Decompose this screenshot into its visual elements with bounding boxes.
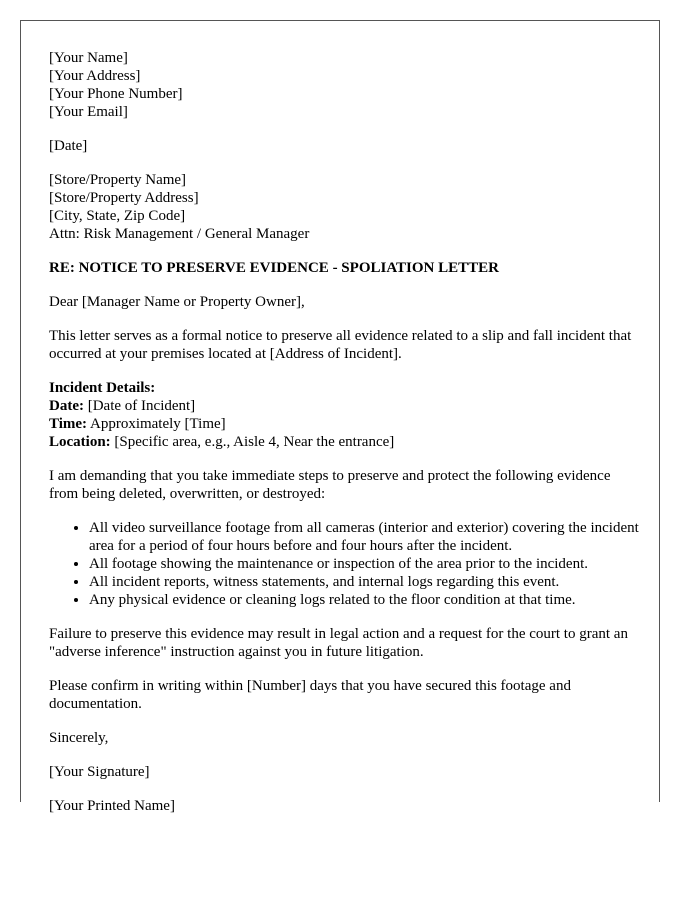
subject-line: RE: NOTICE TO PRESERVE EVIDENCE - SPOLIATION LETTER [49,260,499,276]
incident-time-label: Time: [49,416,88,432]
incident-time-row [49,415,639,433]
recipient-city: [City, State, Zip Code] [49,208,186,224]
confirm-paragraph: Please confirm in writing within [Number] days that you have secured this footage and documentation. [49,678,571,712]
signature: [Your Signature] [49,764,150,780]
recipient-address: [Store/Property Address] [49,190,199,206]
recipient-attn: Attn: Risk Management / General Manager [49,226,310,242]
closing: Sincerely, [49,730,109,746]
list-item: • All incident reports, witness statements, and internal logs regarding this event. [89,573,639,591]
demand-paragraph: I am demanding that you take immediate steps to preserve and protect the following evidence from being deleted, overwritten, or destroyed: [49,468,611,502]
salutation: Dear [Manager Name or Property Owner], [49,294,305,310]
incident-date-row [49,397,639,415]
incident-date-label: Date: [49,398,84,414]
sender-name: [Your Name] [49,50,128,66]
intro-paragraph: This letter serves as a formal notice to preserve all evidence related to a slip and fall incident that occurred at your premises located at [Address of Incident]. [49,328,632,362]
sender-phone: [Your Phone Number] [49,86,183,102]
list-item: • All video surveillance footage from all cameras (interior and exterior) covering the incident area for a period of four hours before and four hours after the incident. [89,519,639,555]
incident-date-value: [Date of Incident] [83,398,196,414]
incident-location-label: Location: [49,434,111,450]
sender-block [49,49,639,121]
letter-page [20,20,660,814]
printed-name: [Your Printed Name] [49,798,175,814]
recipient-name: [Store/Property Name] [49,172,187,188]
incident-details [49,379,639,451]
letter-date: [Date] [49,138,88,154]
incident-location-row [49,433,639,451]
incident-time-value: Approximately [Time] [87,416,226,432]
sender-address: [Your Address] [49,68,141,84]
incident-location-value: [Specific area, e.g., Aisle 4, Near the entrance] [110,434,395,450]
list-item: • Any physical evidence or cleaning logs related to the floor condition at that time. [89,591,639,609]
warning-paragraph: Failure to preserve this evidence may result in legal action and a request for the court to grant an "adverse inference" instruction against you in future litigation. [49,626,628,660]
list-item: • All footage showing the maintenance or inspection of the area prior to the incident. [89,555,639,573]
date-block [49,137,639,155]
incident-heading: Incident Details: [49,380,156,396]
sender-email: [Your Email] [49,104,128,120]
evidence-list [49,519,639,609]
letter-body [49,49,639,831]
recipient-block [49,171,639,243]
